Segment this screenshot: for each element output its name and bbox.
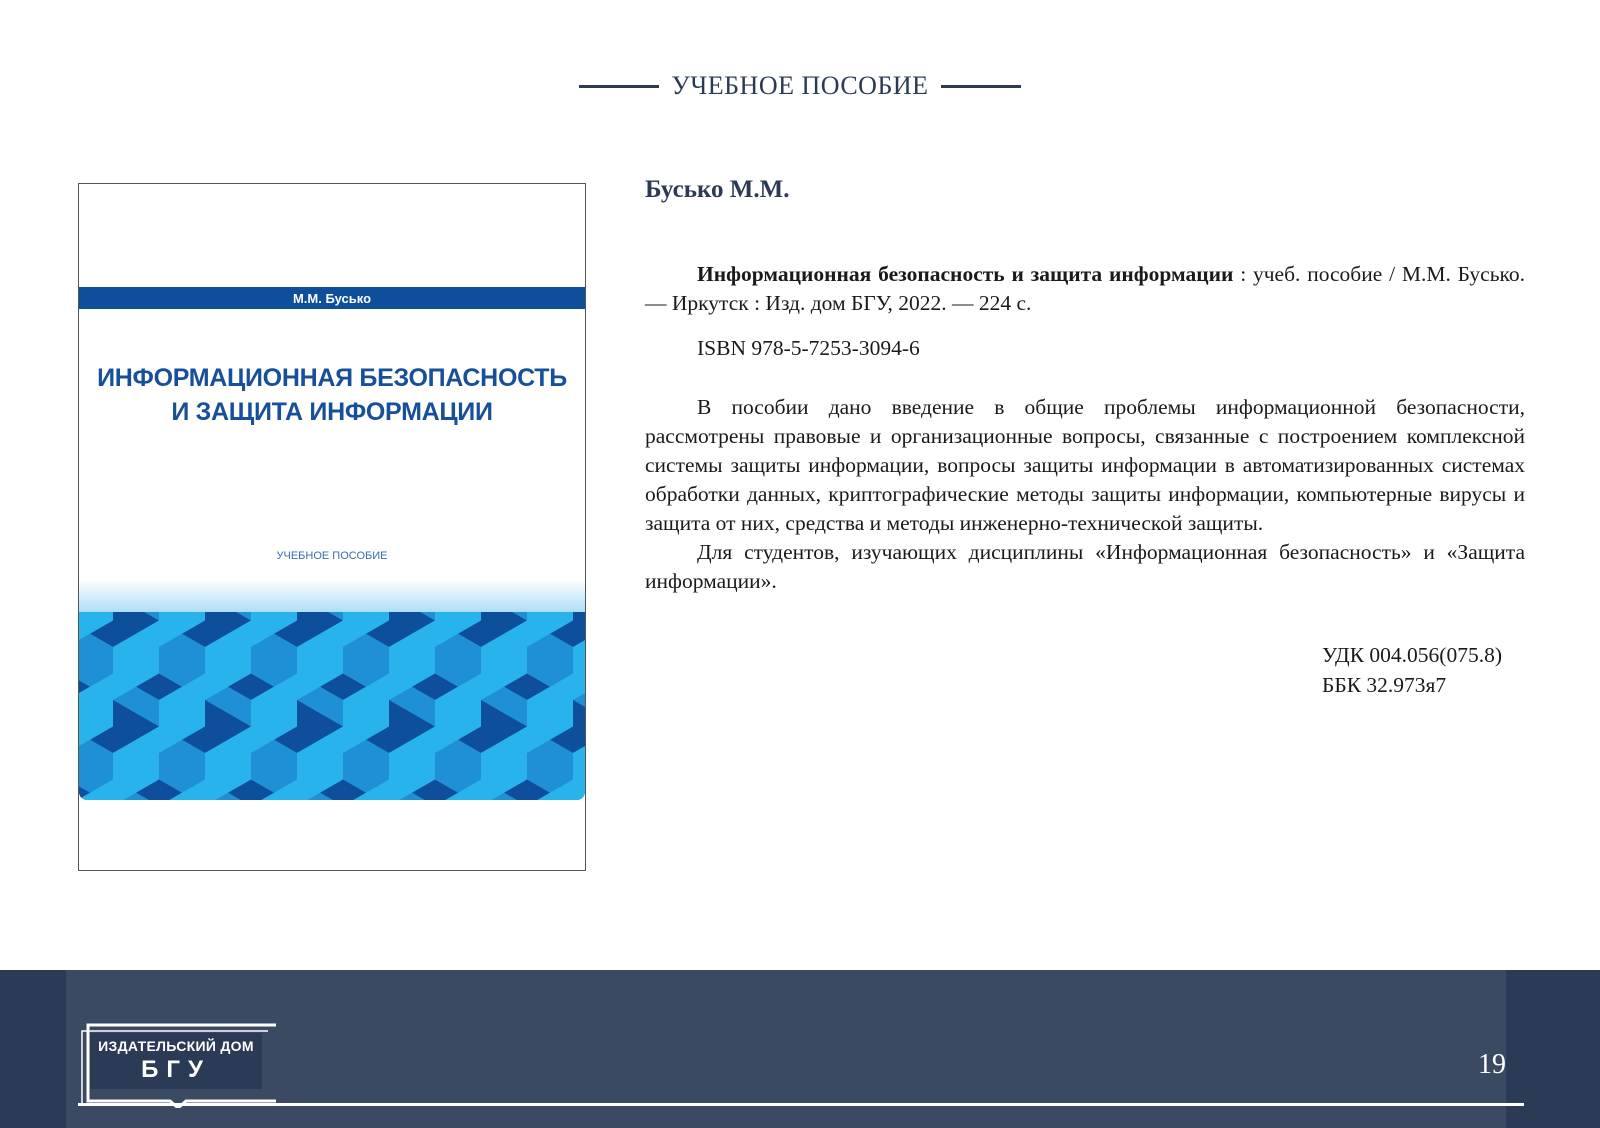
publisher-logo <box>78 1023 278 1108</box>
bib-details: : учеб. пособие / М.М. Бусько. — Иркутск : Изд. дом БГУ, 2022. — 224 с. <box>645 262 1526 315</box>
isbn: ISBN 978-5-7253-3094-6 <box>697 336 920 360</box>
cover-title-line-2: И ЗАЩИТА ИНФОРМАЦИИ <box>171 398 493 426</box>
cover-author: М.М. Бусько <box>79 287 585 309</box>
book-cover <box>78 183 586 871</box>
bbk-code: ББК 32.973я7 <box>1322 673 1447 697</box>
logo-university: БГУ <box>141 1056 211 1083</box>
header-rule-right <box>941 85 1021 88</box>
bib-title: Информационная безопасность и защита информации <box>697 262 1234 286</box>
cover-series: УЧЕБНОЕ ПОСОБИЕ <box>276 550 388 562</box>
cover-cube-pattern <box>79 612 585 800</box>
audience-paragraph: Для студентов, изучающих дисциплины «Информационная безопасность» и «Защита информации». <box>645 540 1525 593</box>
logo-publisher-name: ИЗДАТЕЛЬСКИЙ ДОМ <box>98 1038 254 1054</box>
cover-title <box>79 361 585 429</box>
section-title: УЧЕБНОЕ ПОСОБИЕ <box>671 71 929 100</box>
section-header <box>0 66 1600 106</box>
abstract-paragraph: В пособии дано введение в общие проблемы информационной безопасности, рассмотрены правовые и организационные вопросы, связанные с построением комплексной системы защиты информации, вопросы защиты информации в автоматизированных системах обработки данных, криптографические методы защиты информации, компьютерные вирусы и защита от них, средства и методы инженерно-технической защиты. <box>645 395 1525 535</box>
header-rule-left <box>579 85 659 88</box>
udk-code: УДК 004.056(075.8) <box>1322 643 1502 667</box>
cover-title-line-1: ИНФОРМАЦИОННАЯ БЕЗОПАСНОСТЬ <box>97 364 567 392</box>
abstract <box>645 393 1525 596</box>
bibliographic-record <box>645 260 1525 318</box>
footer-rule <box>78 1103 1524 1106</box>
author-heading: Бусько М.М. <box>645 176 790 203</box>
classification <box>1322 640 1502 700</box>
page-number: 19 <box>1478 1049 1506 1080</box>
